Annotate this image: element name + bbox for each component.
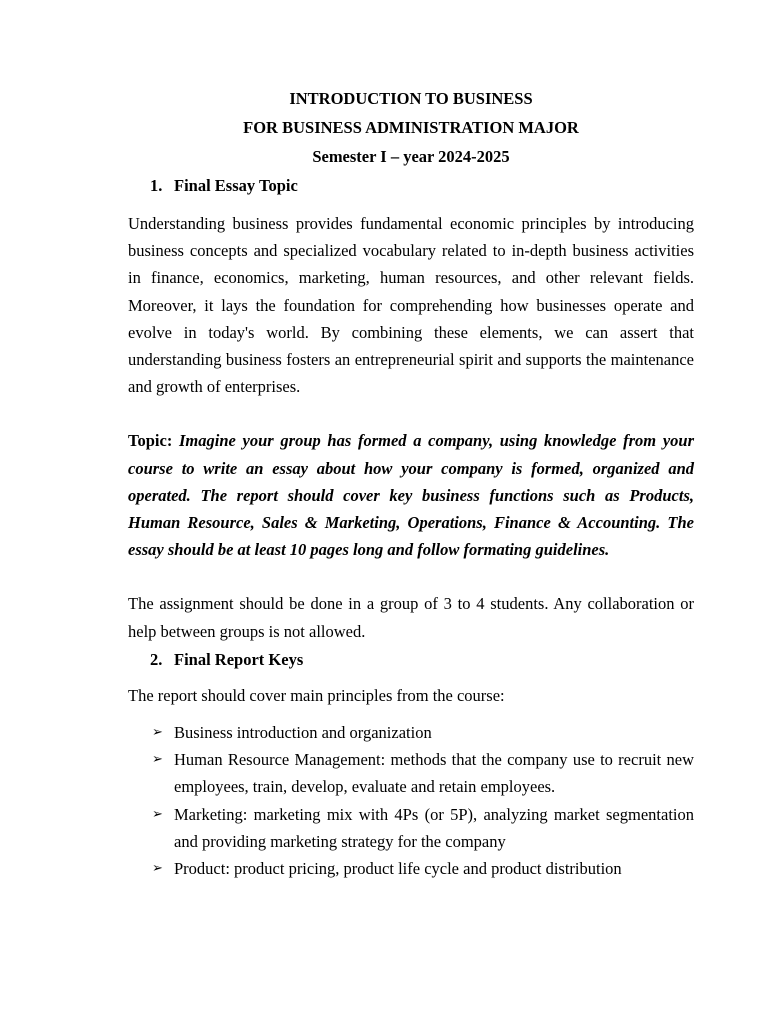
section-title: Final Report Keys [174,649,304,669]
topic-label: Topic: [128,431,180,451]
arrow-bullet-icon: ➢ [152,806,163,822]
section-number: 1. [150,176,163,195]
arrow-bullet-icon: ➢ [152,861,163,877]
document-page [128,84,694,882]
list-item [128,746,694,800]
section-heading-essay-topic [128,171,694,200]
document-title: INTRODUCTION TO BUSINESS [289,89,533,108]
intro-paragraph: Understanding business provides fundamental economic principles by introducing business concepts and specialized vocabulary related to in-depth business activities in finance, economics, marketing, human resources, and other relevant fields. Moreover, it lays the foundation for comprehending how businesses operate and evolve in today's world. By combining these elements, we can assert that understanding business fosters an entrepreneurial spirit and supports the maintenance and growth of enterprises. [128,214,694,397]
arrow-bullet-icon: ➢ [152,725,163,741]
topic-paragraph [128,427,694,563]
assignment-paragraph: The assignment should be done in a group of 3 to 4 students. Any collaboration or help between groups is not allowed. [128,594,694,641]
section-title: Final Essay Topic [174,176,298,195]
list-item-text: Marketing: marketing mix with 4Ps (or 5P), analyzing market segmentation and providing marketing strategy for the company [174,804,694,851]
section-number: 2. [150,649,163,669]
list-item-text: Business introduction and organization [174,723,432,743]
list-item [128,719,694,746]
list-item [128,801,694,855]
list-item-text: Product: product pricing, product life cycle and product distribution [174,859,622,879]
report-keys-list [128,719,694,882]
report-intro: The report should cover main principles from the course: [128,685,505,705]
topic-text: Imagine your group has formed a company, using knowledge from your course to write an essay about how your company is formed, organized and operated. The report should cover key business functions such as Products, Human Resource, Sales & Marketing, Operations, Finance & Accounting. The essay should be at least 10 pages long and follow formating guidelines. [128,431,694,560]
arrow-bullet-icon: ➢ [152,752,163,768]
list-item [128,855,694,882]
document-subtitle: FOR BUSINESS ADMINISTRATION MAJOR [243,118,579,137]
semester-line: Semester I – year 2024-2025 [312,147,510,166]
list-item-text: Human Resource Management: methods that the company use to recruit new employees, train, develop, evaluate and retain employees. [174,750,694,797]
section-heading-report-keys [128,645,694,674]
